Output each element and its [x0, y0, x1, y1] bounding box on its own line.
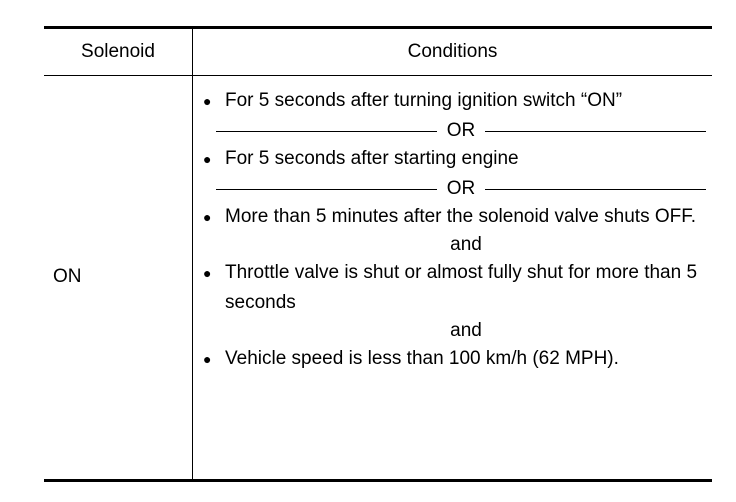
bullet-icon: ●: [203, 151, 212, 167]
condition-item: [201, 144, 707, 174]
condition-text: Vehicle speed is less than 100 km/h (62 MPH).: [225, 348, 619, 369]
condition-item: [201, 344, 707, 374]
conditions-cell: [201, 86, 707, 374]
separator-line: [485, 131, 706, 132]
solenoid-conditions-table: [44, 26, 712, 482]
condition-item: [201, 202, 707, 232]
or-label: OR: [446, 120, 476, 141]
separator-line: [216, 189, 437, 190]
or-separator: [216, 118, 706, 144]
bullet-icon: ●: [203, 265, 212, 281]
condition-item: [201, 258, 707, 318]
and-connector: and: [450, 320, 482, 341]
header-conditions: Conditions: [407, 41, 498, 62]
bullet-icon: ●: [203, 351, 212, 367]
condition-text: Throttle valve is shut or almost fully shut for more than 5 seconds: [225, 262, 698, 313]
solenoid-state: ON: [53, 266, 82, 287]
and-connector: and: [450, 234, 482, 255]
header-rule: [44, 75, 712, 76]
bullet-icon: ●: [203, 93, 212, 109]
condition-text: For 5 seconds after turning ignition switch “ON”: [225, 90, 623, 111]
condition-item: [201, 86, 707, 116]
or-label: OR: [446, 178, 476, 199]
table-bottom-rule: [44, 479, 712, 482]
column-divider: [192, 29, 193, 479]
header-solenoid: Solenoid: [81, 41, 155, 62]
condition-text: More than 5 minutes after the solenoid valve shuts OFF.: [225, 206, 697, 227]
condition-text: For 5 seconds after starting engine: [225, 148, 519, 169]
separator-line: [216, 131, 437, 132]
or-separator: [216, 176, 706, 202]
separator-line: [485, 189, 706, 190]
bullet-icon: ●: [203, 209, 212, 225]
